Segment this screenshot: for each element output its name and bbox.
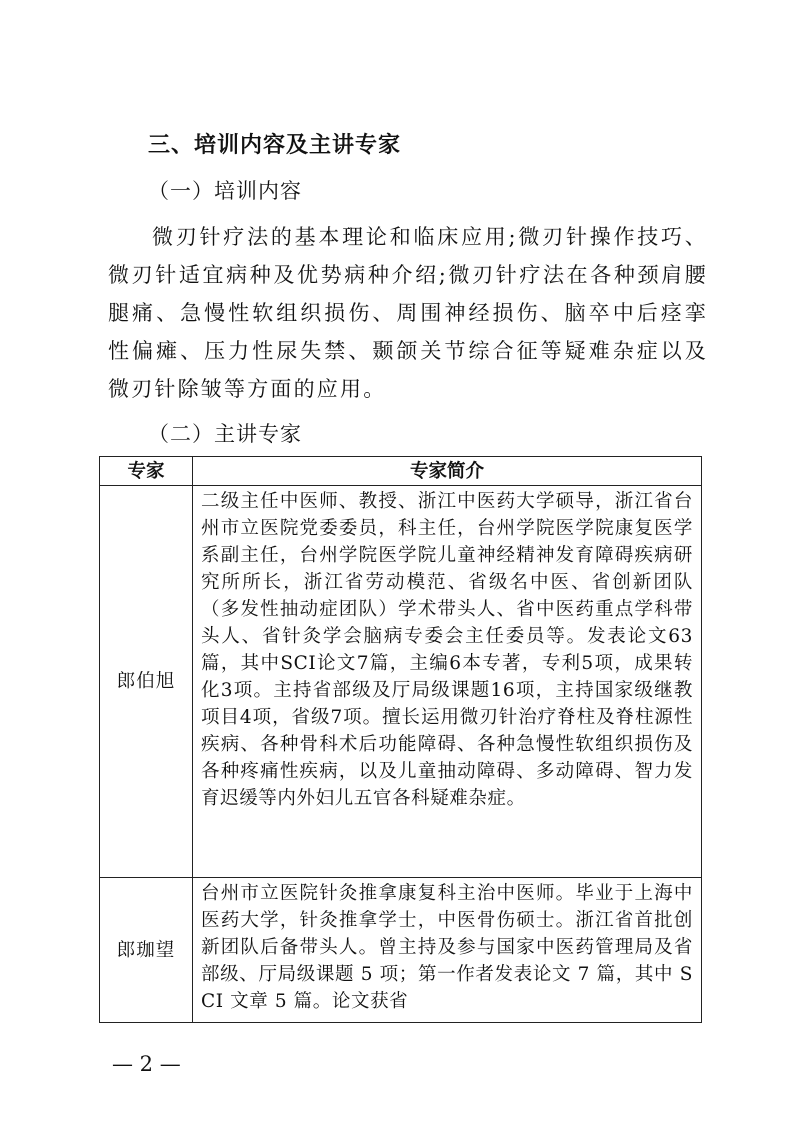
section-heading: 三、培训内容及主讲专家 — [148, 133, 402, 158]
table-row — [100, 486, 702, 878]
training-content-paragraph: 微刃针疗法的基本理论和临床应用;微刃针操作技巧、微刃针适宜病种及优势病种介绍;微刃针疗法在各种颈肩腰腿痛、急慢性软组织损伤、周围神经损伤、脑卒中后痉挛性偏瘫、压力性尿失禁、颞颌关节综合征等疑难杂症以及微刃针除皱等方面的应用。 — [108, 225, 708, 401]
page-number: — 2 — — [112, 1052, 181, 1076]
header-expert: 专家 — [100, 457, 193, 486]
table-header-row — [100, 457, 702, 486]
expert-bio-cell — [193, 878, 702, 1023]
subsection-heading-training-content: （一）培训内容 — [148, 179, 302, 203]
table-row — [100, 878, 702, 1023]
experts-table — [99, 456, 702, 1023]
expert-bio: 二级主任中医师、教授、浙江中医药大学硕导，浙江省台州市立医院党委委员，科主任，台州学院医学院康复医学系副主任，台州学院医学院儿童神经精神发育障碍疾病研究所所长，浙江省劳动模范、省级名中医、省创新团队（多发性抽动症团队）学术带头人、省中医药重点学科带头人、省针灸学会脑病专委会主任委员等。发表论文63篇，其中SCI论文7篇，主编6本专著，专利5项，成果转化3项。主持省部级及厅局级课题16项，主持国家级继教项目4项，省级7项。擅长运用微刃针治疗脊柱及脊柱源性疾病、各种骨科术后功能障碍、各种急慢性软组织损伤及各种疼痛性疾病，以及儿童抽动障碍、多动障碍、智力发育迟缓等内外妇儿五官各科疑难杂症。 — [193, 486, 702, 878]
expert-bio: 台州市立医院针灸推拿康复科主治中医师。毕业于上海中医药大学，针灸推拿学士，中医骨伤硕士。浙江省首批创新团队后备带头人。曾主持及参与国家中医药管理局及省部级、厅局级课题 5 项；第一作者发表论文 7 篇，其中 SCI 文章 5 篇。论文获省 — [201, 883, 693, 1012]
expert-name: 郎伯旭 — [100, 486, 193, 878]
subsection-heading-lecturers: （二）主讲专家 — [148, 422, 302, 446]
header-expert-bio: 专家简介 — [193, 457, 702, 486]
expert-name: 郎珈望 — [100, 878, 193, 1023]
